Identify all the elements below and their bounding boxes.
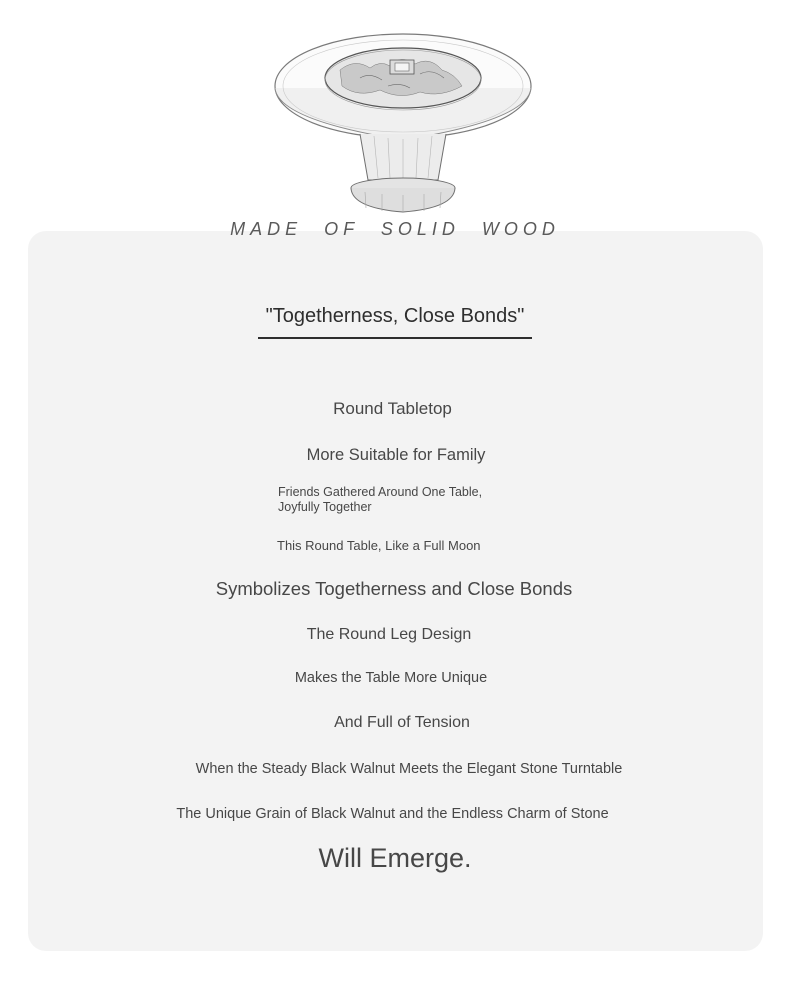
text-line-round-leg-design: The Round Leg Design [306,626,472,643]
text-line-will-emerge: Will Emerge. [318,843,472,873]
card-headline: "Togetherness, Close Bonds" [265,305,525,327]
text-line-suitable-family: More Suitable for Family [306,446,486,464]
headline-underline [258,337,532,339]
made-of-solid-wood-caption: MADE OF SOLID WOOD [230,219,560,239]
text-line-round-tabletop: Round Tabletop [333,399,452,418]
text-line-full-of-tension: And Full of Tension [334,714,470,731]
text-line-full-moon: This Round Table, Like a Full Moon [277,538,481,553]
text-line-joyfully-together: Joyfully Together [278,500,372,514]
round-table-illustration [270,28,538,218]
text-line-grain-and-charm: The Unique Grain of Black Walnut and the Endless Charm of Stone [176,806,609,822]
text-line-friends-gathered: Friends Gathered Around One Table, [278,485,483,499]
text-line-walnut-meets-stone: When the Steady Black Walnut Meets the Elegant Stone Turntable [195,761,623,777]
text-line-symbolizes-togetherness: Symbolizes Togetherness and Close Bonds [215,578,573,599]
text-line-more-unique: Makes the Table More Unique [294,670,488,686]
